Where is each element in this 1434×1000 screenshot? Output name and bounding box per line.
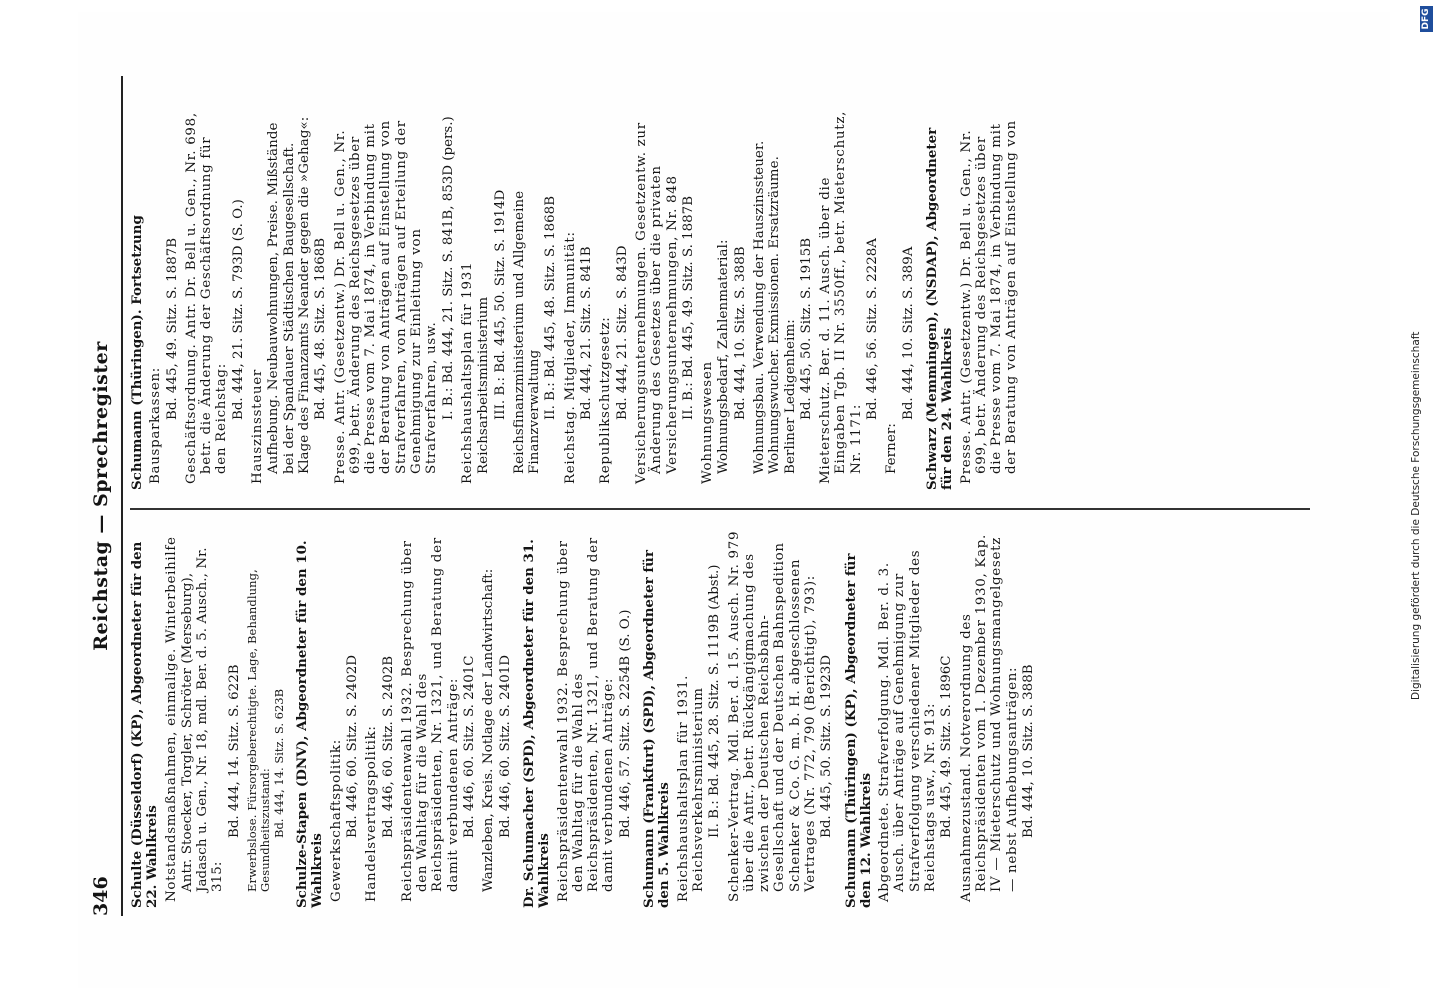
subject-line: Republikschutzgesetz:	[598, 316, 614, 484]
detail-line: Reichsarbeitsministerium	[476, 296, 492, 474]
detail-line: Ferner:	[884, 422, 900, 474]
left-column	[130, 528, 1045, 908]
speaker-heading: Schulte (Düsseldorf) (KP), Abgeordneter für den 22. Wahlkreis	[129, 541, 161, 908]
header-rule	[121, 76, 123, 916]
speaker-heading: Schwarz (Memmingen), (NSDAP), Abgeordneter für den 24. Wahlkreis	[923, 127, 956, 490]
subject-line: Bausparkassen:	[148, 367, 164, 484]
page-reference: Bd. 446, 60. Sitz. S. 2401D	[497, 655, 513, 838]
page-reference: Bd. 444, 10. Sitz. S. 388B	[732, 246, 748, 420]
detail-line: Erwerbslose. Fürsorgeberechtigte. Lage, Behandlung, Gesundheitszustand:	[245, 569, 273, 892]
subject-line: Reichshaushaltsplan für 1931	[459, 261, 475, 484]
detail-line: Antr. Stoecker, Torgler, Schröter (Merseburg), Jadasch u. Gen., Nr. 18, mdl. Ber. d. 5. Ausch., Nr. 315:	[179, 547, 226, 892]
page-reference: Bd. 444, 21. Sitz. S. 841B	[579, 246, 595, 420]
subject-line: Mieterschutz. Ber. d. 11. Ausch. über die Eingaben Tgb. II Nr. 3550ff., betr. Mieterschutz, Nr. 1171:	[818, 110, 864, 484]
speaker-heading: Schumann (Frankfurt) (SPD), Abgeordneter für den 5. Wahlkreis	[641, 550, 673, 908]
subject-line: Notstandsmaßnahmen, einmalige. Winterbeihilfe	[163, 536, 179, 902]
page-reference: Bd. 444, 14. Sitz. S. 623B	[272, 688, 287, 838]
subject-line: Abgeordnete. Strafverfolgung. Mdl. Ber. d. 3. Ausch. über Anträge auf Genehmigung zur Strafverfolgung verschiedener Mitglieder des Reichstags usw., Nr. 913:	[877, 549, 939, 902]
register-entry	[522, 528, 633, 908]
detail-line: Wanzleben, Kreis. Notlage der Landwirtschaft:	[481, 568, 497, 892]
page-reference: II. B.: Bd. 445, 28. Sitz. S. 1119B (Abst.)	[707, 564, 723, 838]
subject-line: Reichstag. Mitglieder, Immunität:	[562, 231, 578, 484]
page-reference: Bd. 445, 49. Sitz. S. 1896C	[939, 655, 955, 838]
register-entry	[130, 110, 916, 490]
speaker-heading: Schumann (Thüringen). Fortsetzung	[129, 215, 145, 490]
page-reference: III. B.: Bd. 445, 50. Sitz. S. 1914D	[492, 189, 508, 420]
subject-line: Reichshaushaltsplan für 1931. Reichsverkehrsministerium	[675, 674, 706, 902]
register-entry	[642, 528, 835, 908]
subject-line: Wohnungswesen	[700, 361, 716, 484]
subject-line: Presse. Antr. (Gesetzentw.) Dr. Bell u. Gen., Nr. 699, betr. Änderung des Reichsgesetzes über die Presse vom 7. Mai 1874, in Verbindung mit der Beratung von Anträgen auf Einstellung von Strafverfahren, von Anträgen auf Erteilung der Genehmigung zur Einleitung von Strafverfahren, usw.	[332, 120, 440, 484]
running-head: Reichstag — Sprechregister	[90, 341, 112, 651]
speaker-heading: Dr. Schumacher (SPD), Abgeordneter für den 31. Wahlkreis	[520, 539, 553, 908]
subject-line: Geschäftsordnung. Antr. Dr. Bell u. Gen., Nr. 698, betr. die Änderung der Geschäftsordnung für den Reichstag:	[183, 112, 230, 484]
page-reference: Bd. 444, 10. Sitz. S. 389A	[900, 246, 916, 420]
detail-line: Reichsfinanzministerium und Allgemeine Finanzverwaltung	[511, 190, 543, 474]
subject-line: Gewerkschaftspolitik:	[328, 739, 344, 902]
page-reference: I. B.: Bd. 444, 21. Sitz. S. 841B, 853D (pers.)	[440, 116, 456, 420]
column-divider	[130, 508, 1310, 510]
speaker-heading: Schulze-Stapen (DNV), Abgeordneter für den 10. Wahlkreis	[294, 540, 326, 908]
page-reference: Bd. 446, 56. Sitz. S. 2228A	[865, 238, 881, 420]
dfg-logo: DFG	[1420, 6, 1433, 32]
subject-line: Ausnahmezustand. Notverordnung des Reichspräsidenten vom 1. Dezember 1930, Kap. IV — Mieterschutz und Wohnungsmangelgesetz — nebst Aufhebungsanträgen:	[958, 533, 1020, 902]
page-reference: Bd. 446, 60. Sitz. S. 2402B	[380, 655, 396, 838]
page-reference: Bd. 444, 10. Sitz. S. 388B	[1020, 664, 1036, 838]
register-entry	[844, 528, 1037, 908]
subject-line: Hauszinssteuer	[250, 369, 266, 484]
speaker-heading: Schumann (Thüringen) (KP), Abgeordneter für den 12. Wahlkreis	[842, 553, 874, 908]
page-reference: Bd. 445, 50. Sitz. S. 1915B	[798, 237, 814, 420]
page-reference: Bd. 444, 21. Sitz. S. 793D (S. O.)	[230, 199, 246, 420]
register-entry	[130, 528, 286, 908]
page-reference: II. B.: Bd. 445, 48. Sitz. S. 1868B	[543, 195, 559, 420]
page-reference: Bd. 445, 50. Sitz. S. 1923D	[819, 655, 835, 838]
page-reference: Bd. 446, 60. Sitz. S. 2401C	[462, 655, 478, 838]
detail-line: Aufhebung. Neubauwohnungen, Preise. Mißstände bei der Spandauer Städtischen Baugesellschaft. Klage des Finanzamts Neander gegen die »Gehag«:	[266, 116, 312, 474]
detail-line: Wohnungsbau. Verwendung der Hauszinssteuer. Wohnungswucher. Exmissionen. Ersatzräume. Berliner Ledigenheim:	[751, 140, 798, 474]
right-column	[130, 110, 1029, 490]
page-reference: Bd. 445, 49. Sitz. S. 1887B	[164, 237, 180, 420]
page-reference: Bd. 446, 57. Sitz. S. 2254B (S. O.)	[617, 609, 633, 838]
subject-line: Schenker-Vertrag. Mdl. Ber. d. 15. Ausch. Nr. 979 über die Antr., betr. Rückgängigmachung des zwischen der Deutschen Reichsbahn-Gesellschaft und der Deutschen Bahnspedition Schenker & Co. G. m. b. H. abgeschlossenen Vertrages (Nr. 772, 790 (Berichtigt), 793):	[726, 530, 818, 902]
page-reference: Bd. 446, 60. Sitz. S. 2402D	[344, 655, 360, 838]
page-number: 346	[90, 876, 112, 916]
register-entry	[295, 528, 513, 908]
page-header	[90, 76, 116, 916]
detail-line: Wohnungsbedarf, Zahlenmaterial:	[716, 239, 732, 474]
subject-line: Reichspräsidentenwahl 1932. Besprechung über den Wahltag für die Wahl des Reichspräsidenten, Nr. 1321, und Beratung der damit verbundenen Anträge:	[555, 537, 617, 902]
page-reference: II. B.: Bd. 445, 49. Sitz. S. 1887B	[680, 195, 696, 420]
page-reference: Bd. 444, 21. Sitz. S. 843D	[614, 245, 630, 420]
page-reference: Bd. 444, 14. Sitz. S. 622B	[226, 664, 242, 838]
subject-line: Reichspräsidentenwahl 1932. Besprechung über den Wahltag für die Wahl des Reichspräsidenten, Nr. 1321, und Beratung der damit verbundenen Anträge:	[399, 537, 461, 902]
page-reference: Bd. 445, 48. Sitz. S. 1868B	[313, 237, 329, 420]
subject-line: Handelsvertragspolitik:	[364, 725, 380, 902]
subject-line: Presse. Antr. (Gesetzentw.) Dr. Bell u. Gen., Nr. 699, betr. Änderung des Reichsgesetzes über die Presse vom 7. Mai 1874, in Verbindung mit der Beratung von Anträgen auf Einstellung von	[958, 120, 1020, 484]
register-entry	[925, 110, 1020, 490]
digitization-credit: Digitalisierung gefördert durch die Deutsche Forschungsgemeinschaft	[1410, 331, 1422, 700]
subject-line: Versicherungsunternehmungen. Gesetzentw. zur Änderung des Gesetzes über die privaten Versicherungsunternehmungen, Nr. 848	[633, 122, 680, 484]
